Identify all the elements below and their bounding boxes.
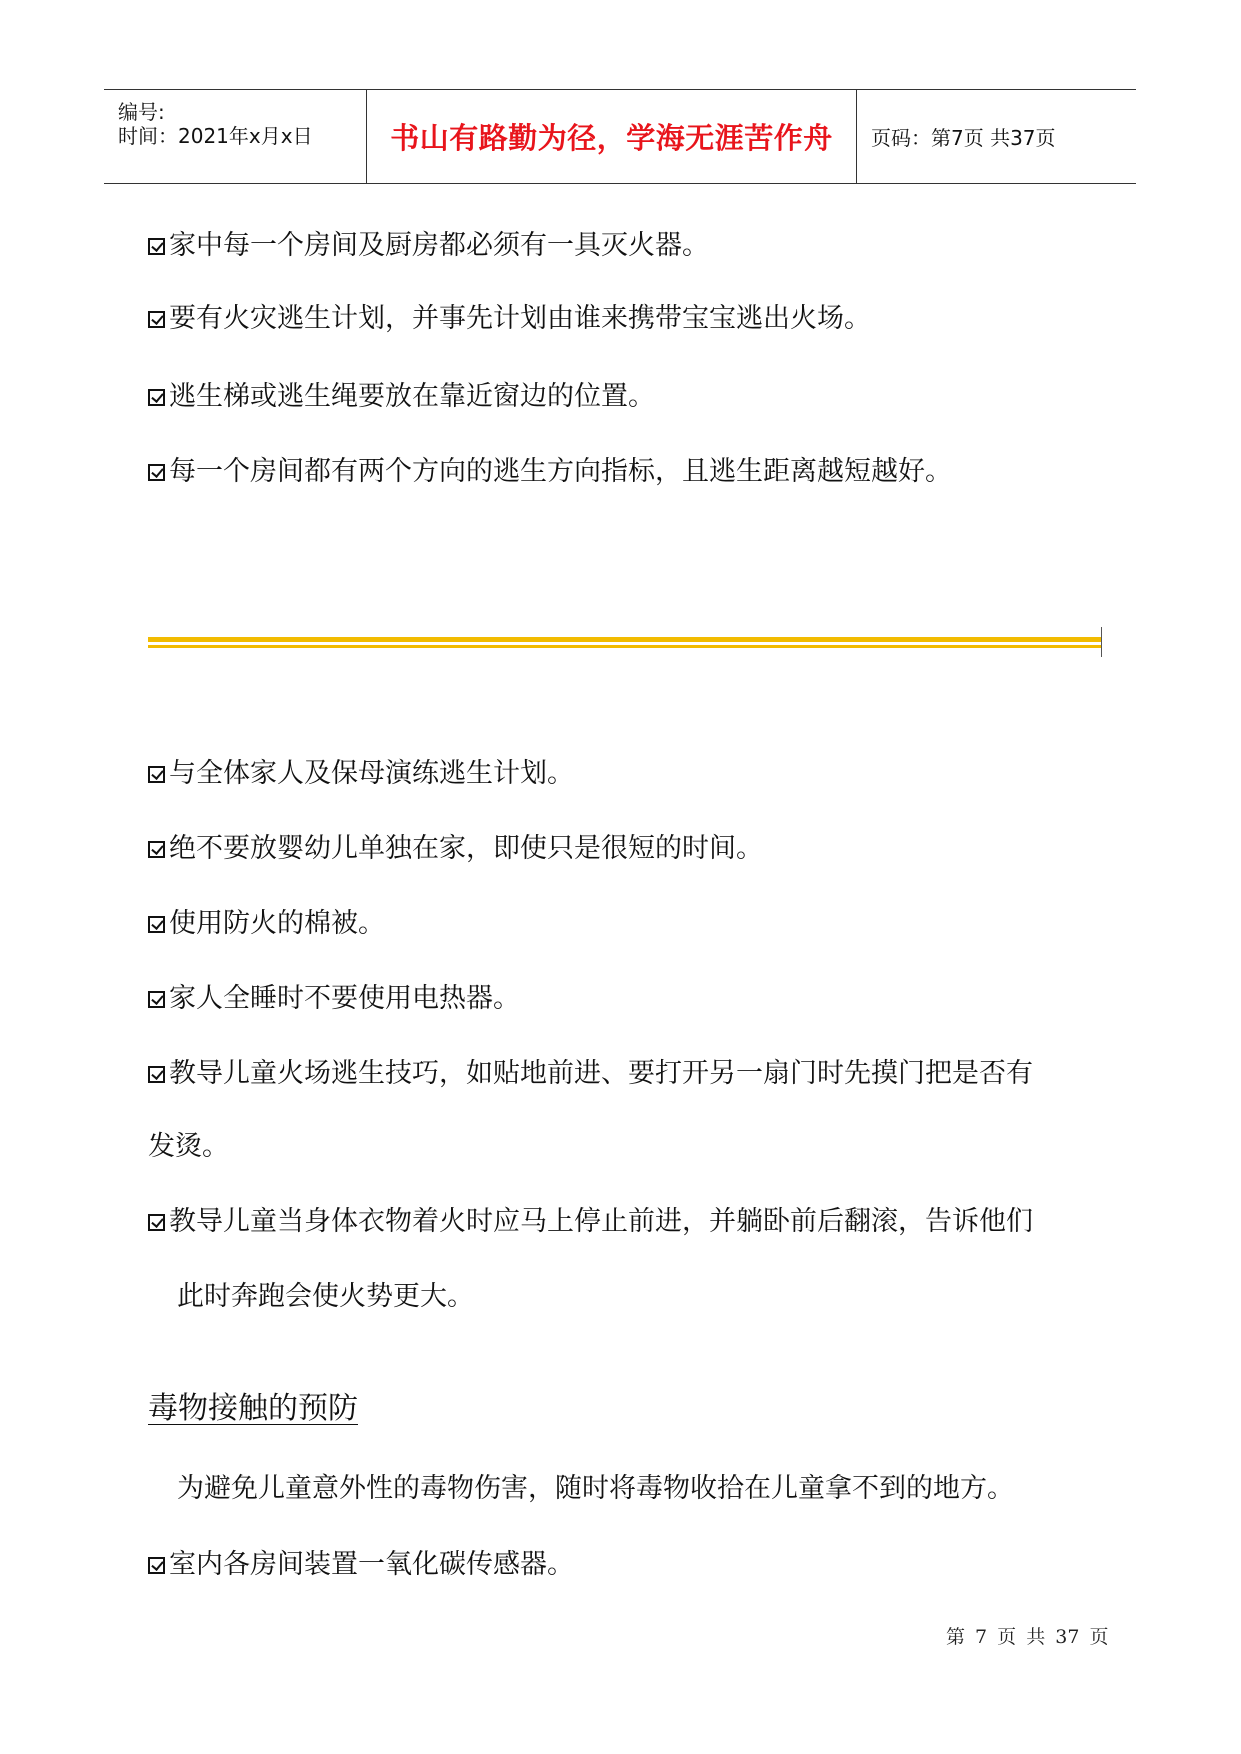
list-item (148, 982, 520, 1016)
list-item (148, 380, 655, 414)
checked-box-icon (148, 916, 165, 933)
list-item-continuation: 此时奔跑会使火势更大。 (177, 1281, 474, 1312)
divider-end-mark (1101, 627, 1102, 657)
section-divider (148, 637, 1102, 651)
divider-thick-line (148, 637, 1102, 642)
list-item-text: 逃生梯或逃生绳要放在靠近窗边的位置。 (169, 381, 655, 412)
list-item-text: 与全体家人及保母演练逃生计划。 (169, 758, 574, 789)
checked-box-icon (148, 1557, 165, 1574)
checked-box-icon (148, 1214, 165, 1231)
page-header (104, 89, 1136, 184)
section-heading: 毒物接触的预防 (148, 1391, 358, 1426)
header-page-label: 页码：第7页 共37页 (871, 126, 1056, 150)
list-item (148, 302, 871, 336)
list-item-text: 要有火灾逃生计划，并事先计划由谁来携带宝宝逃出火场。 (169, 303, 871, 334)
checked-box-icon (148, 464, 165, 481)
checked-box-icon (148, 841, 165, 858)
divider-thin-line (148, 645, 1102, 648)
list-item (148, 229, 709, 263)
page-footer: 第 7 页 共 37 页 (946, 1626, 1109, 1648)
list-item-text: 室内各房间装置一氧化碳传感器。 (169, 1549, 574, 1580)
checked-box-icon (148, 1066, 165, 1083)
checked-box-icon (148, 766, 165, 783)
list-item (148, 757, 574, 791)
list-item-text: 每一个房间都有两个方向的逃生方向指标，且逃生距离越短越好。 (169, 456, 952, 487)
document-number-label: 编号: (118, 100, 165, 124)
list-item (148, 832, 763, 866)
section-intro: 为避免儿童意外性的毒物伤害，随时将毒物收拾在儿童拿不到的地方。 (177, 1473, 1014, 1504)
checked-box-icon (148, 991, 165, 1008)
document-time-label: 时间：2021年x月x日 (118, 124, 313, 148)
header-motto: 书山有路勤为径，学海无涯苦作舟 (367, 90, 857, 183)
checked-box-icon (148, 389, 165, 406)
list-item-text: 绝不要放婴幼儿单独在家，即使只是很短的时间。 (169, 833, 763, 864)
list-item (148, 1205, 1033, 1239)
list-item (148, 1548, 574, 1582)
list-item-text: 教导儿童当身体衣物着火时应马上停止前进，并躺卧前后翻滚，告诉他们 (169, 1206, 1033, 1237)
checked-box-icon (148, 238, 165, 255)
list-item-text: 家中每一个房间及厨房都必须有一具灭火器。 (169, 230, 709, 261)
list-item-text: 家人全睡时不要使用电热器。 (169, 983, 520, 1014)
header-meta (104, 90, 367, 183)
list-item-text: 教导儿童火场逃生技巧，如贴地前进、要打开另一扇门时先摸门把是否有 (169, 1058, 1033, 1089)
list-item-continuation: 发烫。 (148, 1131, 229, 1162)
list-item-text: 使用防火的棉被。 (169, 908, 385, 939)
list-item (148, 907, 385, 941)
checked-box-icon (148, 311, 165, 328)
list-item (148, 455, 952, 489)
list-item (148, 1057, 1033, 1091)
